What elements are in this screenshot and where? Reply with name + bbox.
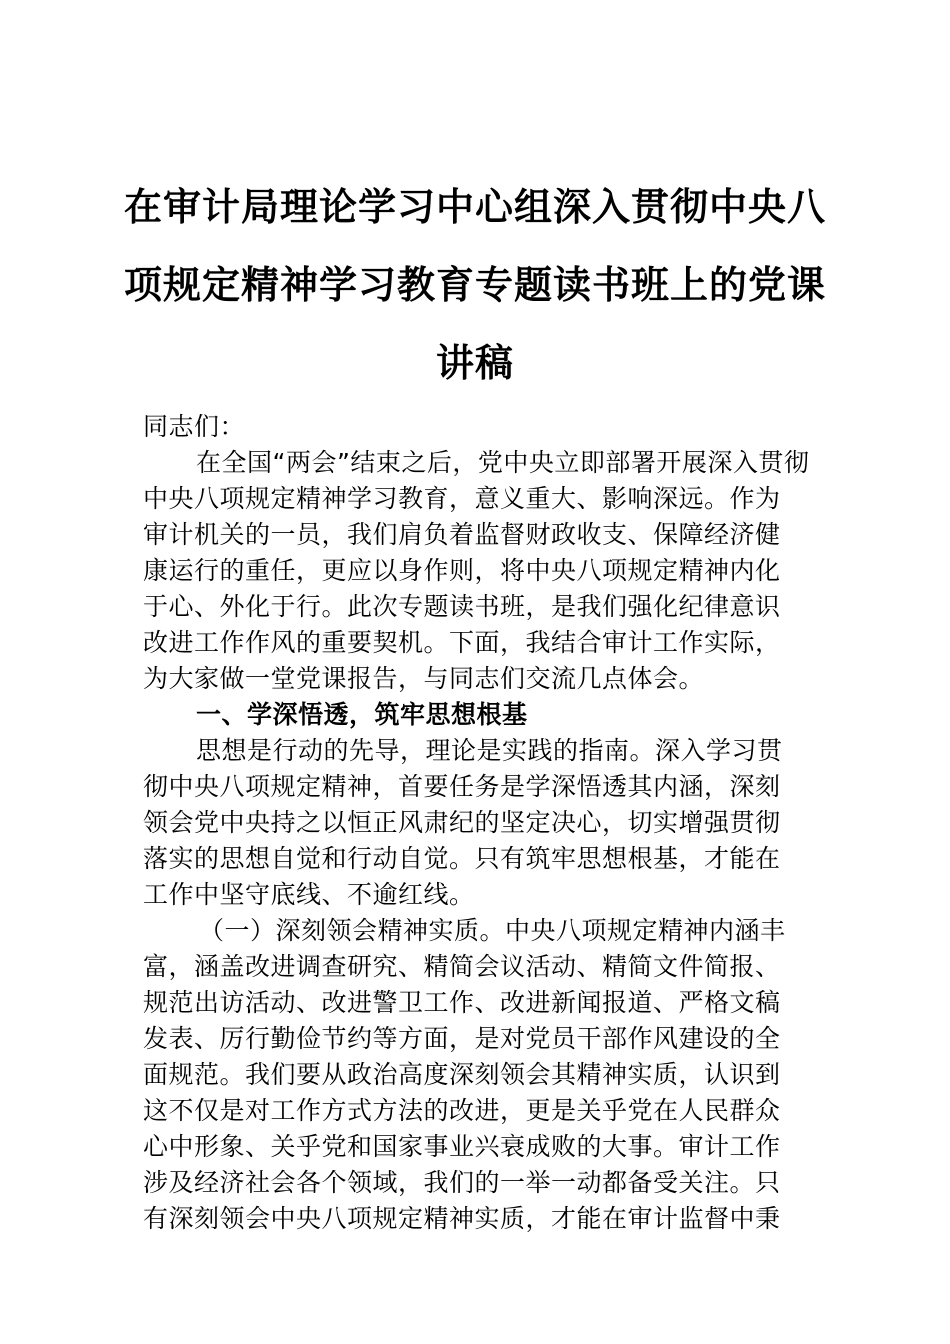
section-line: 思想是行动的先导，理论是实践的指南。深入学习贯 <box>196 736 783 765</box>
intro-line: 中央八项规定精神学习教育，意义重大、影响深远。作为 <box>143 484 781 513</box>
title-line: 讲稿 <box>435 341 514 385</box>
section-line: 落实的思想自觉和行动自觉。只有筑牢思想根基，才能在 <box>143 844 781 873</box>
intro-line: 在全国“两会”结束之后，党中央立即部署开展深入贯彻 <box>196 448 810 477</box>
subsection-line: 有深刻领会中央八项规定精神实质，才能在审计监督中秉 <box>143 1204 781 1233</box>
section-heading: 一、学深悟透，筑牢思想根基 <box>196 700 528 729</box>
intro-line: 为大家做一堂党课报告，与同志们交流几点体会。 <box>143 664 705 693</box>
section-line: 工作中坚守底线、不逾红线。 <box>143 880 475 909</box>
subsection-line: 富，涵盖改进调查研究、精简会议活动、精简文件简报、 <box>143 952 781 981</box>
subsection-line: 规范出访活动、改进警卫工作、改进新闻报道、严格文稿 <box>143 988 781 1017</box>
title-line: 项规定精神学习教育专题读书班上的党课 <box>123 263 826 307</box>
title-line: 在审计局理论学习中心组深入贯彻中央八 <box>123 185 826 229</box>
subsection-line: 心中形象、关乎党和国家事业兴衰成败的大事。审计工作 <box>143 1132 781 1161</box>
document-title <box>120 168 830 402</box>
subsection-line: 这不仅是对工作方式方法的改进，更是关乎党在人民群众 <box>143 1096 781 1125</box>
section-line: 领会党中央持之以恒正风肃纪的坚定决心，切实增强贯彻 <box>143 808 781 837</box>
document-body <box>143 409 810 1237</box>
section-line: 彻中央八项规定精神，首要任务是学深悟透其内涵，深刻 <box>143 772 781 801</box>
intro-line: 改进工作作风的重要契机。下面，我结合审计工作实际， <box>143 628 781 657</box>
intro-line: 审计机关的一员，我们肩负着监督财政收支、保障经济健 <box>143 520 781 549</box>
intro-line: 于心、外化于行。此次专题读书班，是我们强化纪律意识 <box>143 592 781 621</box>
subsection-line: （一）深刻领会精神实质。中央八项规定精神内涵丰 <box>199 916 786 945</box>
subsection-line: 发表、厉行勤俭节约等方面，是对党员干部作风建设的全 <box>143 1024 781 1053</box>
intro-line: 康运行的重任，更应以身作则，将中央八项规定精神内化 <box>143 556 781 585</box>
salutation: 同志们： <box>143 412 246 441</box>
subsection-line: 面规范。我们要从政治高度深刻领会其精神实质，认识到 <box>143 1060 781 1089</box>
subsection-line: 涉及经济社会各个领域，我们的一举一动都备受关注。只 <box>143 1168 781 1197</box>
